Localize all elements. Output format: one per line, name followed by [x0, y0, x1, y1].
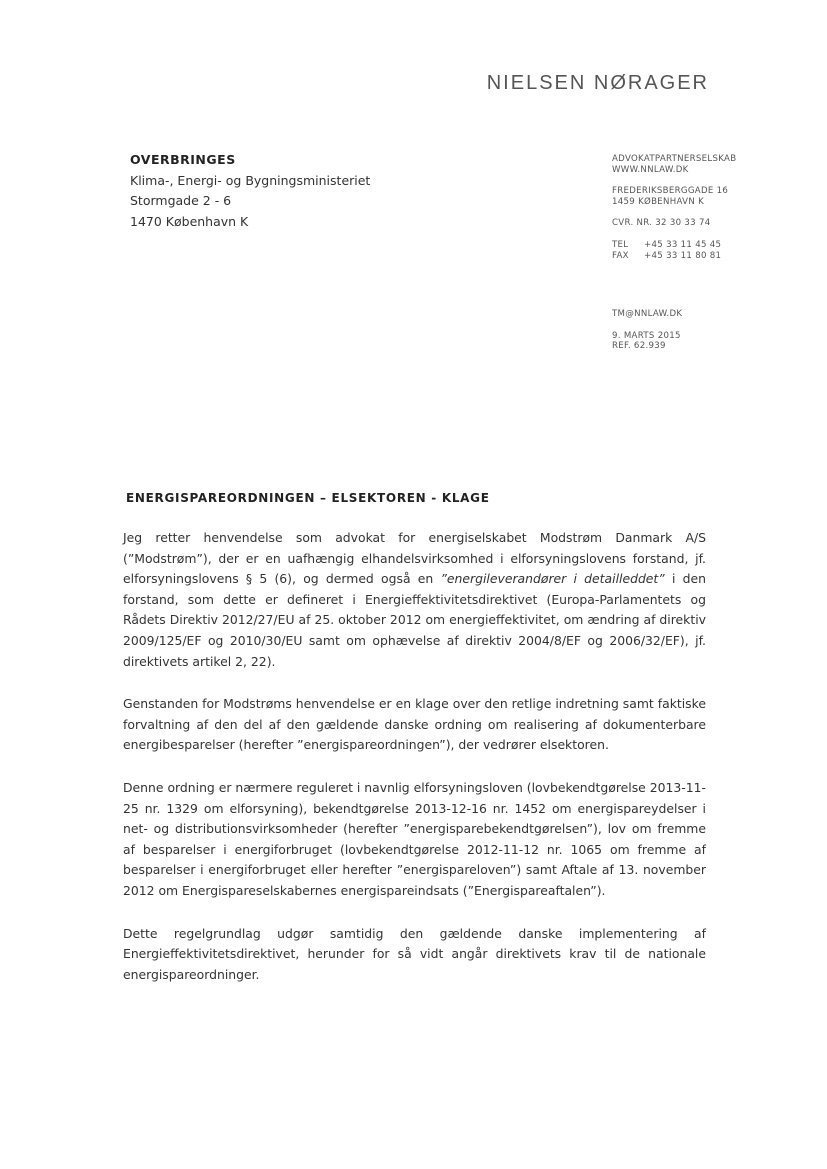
delivery-label: OVERBRINGES [130, 152, 236, 167]
paragraph-4: Dette regelgrundlag udgør samtidig den gældende danske implementering af Energieffektivitetsdirektivet, herunder for så vidt angår direktivets krav til de nationale energispareordninger. [123, 925, 706, 982]
firm-website: WWW.NNLAW.DK [612, 164, 689, 175]
firm-logo: NIELSEN NØRAGER [486, 72, 709, 94]
paragraph-2: Genstanden for Modstrøms henvendelse er en klage over den retlige indretning samt faktiske forvaltning af den del af den gældende danske ordning om realisering af dokumenterbare energibesparelser (herefter ”energispareordningen”), der vedrører elsektoren. [123, 696, 706, 753]
phone-label: TEL [612, 239, 629, 250]
reference-number: REF. 62.939 [612, 341, 666, 352]
firm-info-sidebar [612, 154, 736, 352]
firm-fax [612, 251, 736, 262]
firm-cvr: CVR. NR. 32 30 33 74 [612, 218, 711, 229]
firm-type: ADVOKATPARTNERSELSKAB [612, 154, 737, 164]
recipient-block [130, 150, 370, 232]
letter-date: 9. MARTS 2015 [612, 330, 681, 341]
recipient-line: Stormgade 2 - 6 [130, 193, 232, 208]
paragraph-3: Denne ordning er nærmere reguleret i navnlig elforsyningsloven (lovbekendtgørelse 2013-11-25 nr. 1329 om elforsyning), bekendtgørelse 2013-12-16 nr. 1452 om energispareydelser i net- og distributionsvirksomheder (herefter ”energisparebekendtgørelsen”), lov om fremme af besparelser i energiforbruget (lovbekendtgørelse 2012-11-12 nr. 1065 om fremme af besparelser i energiforbruget eller herefter ”energispareloven”) samt Aftale af 13. november 2012 om Energispareselskabernes energispareindsats (”Energispareaftalen”). [123, 779, 706, 898]
paragraph-1 [123, 528, 706, 672]
firm-address-street: FREDERIKSBERGGADE 16 [612, 186, 729, 197]
paragraph-1-text-a: Jeg retter henvendelse som advokat for energiselskabet Modstrøm Danmark A/S (”Modstrøm”), der er en uafhængig elhandelsvirksomhed i elforsyningslovens forstand, jf. elforsyningslovens § 5 (6), og dermed også en [123, 530, 706, 587]
phone-number: +45 33 11 45 45 [644, 239, 722, 250]
paragraph-1-emphasis: ”energileverandører i detailleddet” [440, 571, 665, 587]
recipient-line: 1470 København K [130, 213, 249, 229]
firm-address-city: 1459 KØBENHAVN K [612, 196, 705, 207]
author-email: TM@NNLAW.DK [612, 309, 683, 320]
recipient-line: Klima-, Energi- og Bygningsministeriet [130, 172, 371, 188]
fax-number: +45 33 11 80 81 [644, 250, 722, 261]
letter-title: ENERGISPAREORDNINGEN – ELSEKTOREN - KLAGE [126, 491, 490, 505]
letter-body [123, 528, 706, 1007]
paragraph-1-text-b: i den forstand, som dette er defineret i Energieffektivitetsdirektivet (Europa-Parlamentets og Rådets Direktiv 2012/27/EU af 25. oktober 2012 om energieffektivitet, om ændring af direktiv 2009/125/EF og 2010/30/EU samt om ophævelse af direktiv 2004/8/EF og 2006/32/EF), jf. direktivets artikel 2, 22). [123, 571, 706, 669]
fax-label: FAX [612, 250, 629, 261]
firm-phone [612, 240, 736, 251]
